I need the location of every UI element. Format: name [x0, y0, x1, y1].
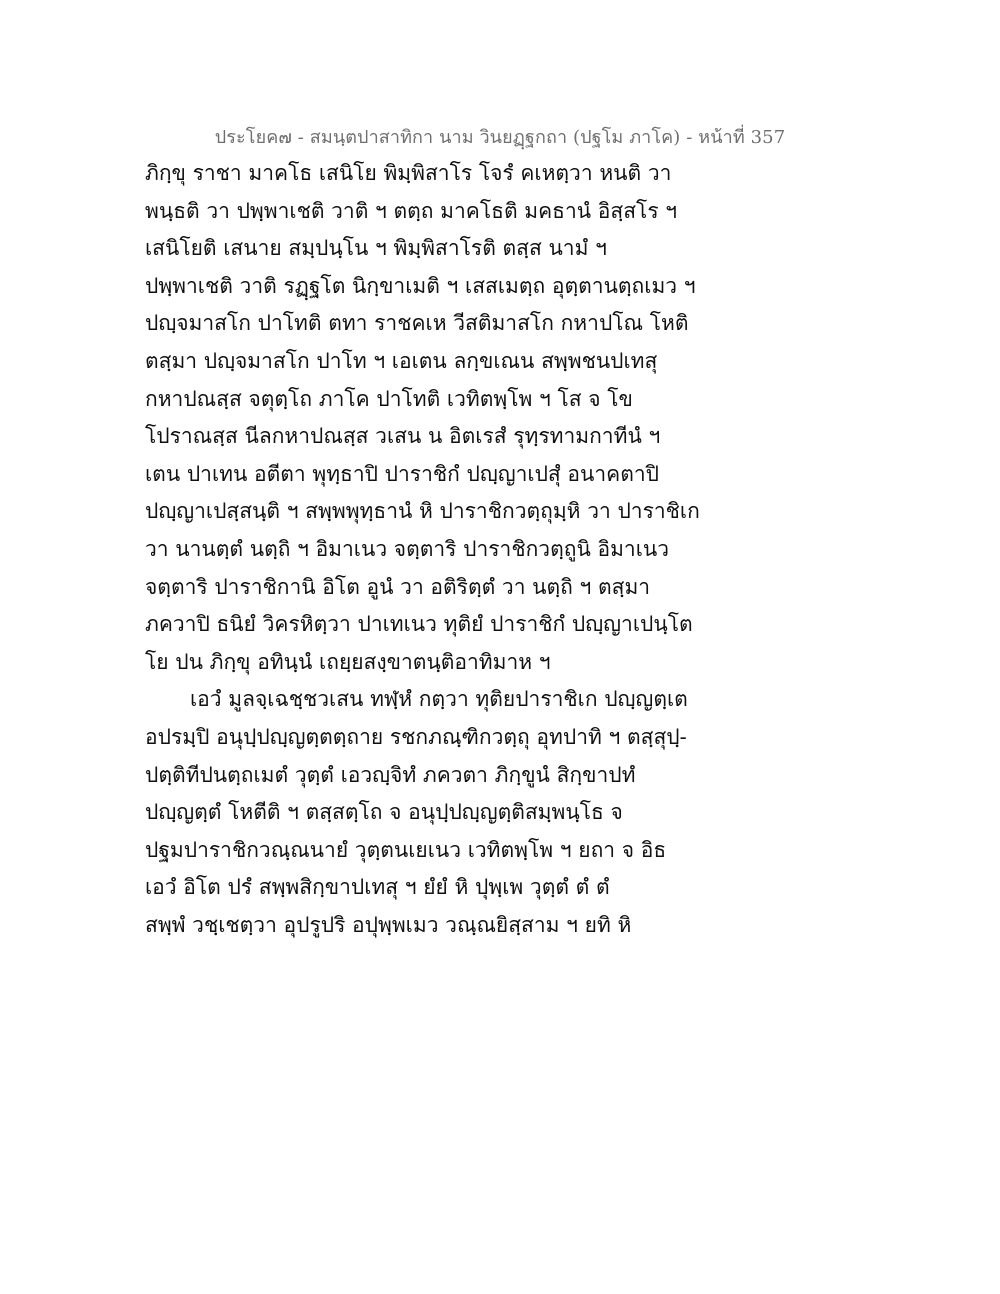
text-line: เสนิโยติ เสนาย สมฺปนฺโน ฯ พิมฺพิสาโรติ ตสฺส นามํ ฯ	[145, 236, 607, 261]
text-line: เตน ปาเทน อตีตา พุทฺธาปิ ปาราชิกํ ปญฺญาเปสุํ อนาคตาปิ	[145, 461, 659, 486]
text-line: ปญฺจมาสโก ปาโทติ ตทา ราชคเห วีสติมาสโก กหาปโณ โหติ	[145, 311, 689, 336]
text-line: ตสฺมา ปญฺจมาสโก ปาโท ฯ เอเตน ลกฺขเณน สพฺพชนปเทสุ	[145, 348, 658, 373]
text-line: อปรมฺปิ อนุปฺปญฺญตฺตตฺถาย รชกภณฺฑิกวตฺถุ อุทปาทิ ฯ ตสฺสุปฺ-	[145, 724, 687, 749]
text-line: ปญฺญตฺตํ โหตีติ ฯ ตสฺสตฺโถ จ อนุปฺปญฺญตฺติสมฺพนฺโธ จ	[145, 800, 623, 825]
text-line: โปราณสฺส นีลกหาปณสฺส วเสน น อิตเรสํ รุทฺรทามกาทีนํ ฯ	[145, 424, 661, 449]
text-line: ปพฺพาเชติ วาติ รฏฺฐโต นิกฺขาเมติ ฯ เสสเมตฺถ อุตฺตานตฺถเมว ฯ	[145, 273, 696, 298]
text-line: ปญฺญาเปสฺสนฺติ ฯ สพฺพพุทฺธานํ หิ ปาราชิกวตฺถุมฺหิ วา ปาราชิเก	[145, 499, 700, 524]
text-line: ปฐมปาราชิกวณฺณนายํ วุตฺตนเยเนว เวทิตพฺโพ ฯ ยถา จ อิธ	[145, 837, 667, 862]
text-line: ปตฺติทีปนตฺถเมตํ วุตฺตํ เอวญฺจิทํ ภควตา ภิกฺขูนํ สิกฺขาปทํ	[145, 762, 636, 787]
text-line: สพฺพํ วชฺเชตฺวา อุปรูปริ อปุพฺพเมว วณฺณยิสฺสาม ฯ ยทิ หิ	[145, 912, 632, 937]
text-line: วา นานตฺตํ นตฺถิ ฯ อิมาเนว จตฺตาริ ปาราชิกวตฺถูนิ อิมาเนว	[145, 536, 670, 561]
text-line: โย ปน ภิกฺขุ อทินฺนํ เถยฺยสงฺขาตนฺติอาทิมาห ฯ	[145, 649, 551, 674]
text-line: ภควาปิ ธนิยํ วิครหิตฺวา ปาเทเนว ทุติยํ ปาราชิกํ ปญฺญาเปนฺโต	[145, 612, 693, 637]
text-line: เอวํ อิโต ปรํ สพฺพสิกฺขาปเทสุ ฯ ยํยํ หิ ปุพฺเพ วุตฺตํ ตํ ตํ	[145, 875, 610, 900]
running-header: ประโยค๗ - สมนฺตปาสาทิกา นาม วินยฏฺฐกถา (ปฐโม ภาโค) - หน้าที่ 357	[214, 127, 786, 148]
paragraph-first-line: เอวํ มูลจฺเฉชฺชวเสน ทฬฺหํ กตฺวา ทุติยปาราชิเก ปญฺญตฺเต	[190, 687, 688, 712]
text-line: ภิกฺขุ ราชา มาคโธ เสนิโย พิมฺพิสาโร โจรํ คเหตฺวา หนติ วา	[145, 161, 672, 185]
text-line: พนฺธติ วา ปพฺพาเชติ วาติ ฯ ตตฺถ มาคโธติ มคธานํ อิสฺสโร ฯ	[145, 198, 678, 223]
body-text	[145, 155, 860, 944]
text-line: กหาปณสฺส จตุตฺโถ ภาโค ปาโทติ เวทิตพฺโพ ฯ โส จ โข	[145, 386, 633, 411]
text-line: จตฺตาริ ปาราชิกานิ อิโต อูนํ วา อติริตฺตํ วา นตฺถิ ฯ ตสฺมา	[145, 574, 651, 599]
